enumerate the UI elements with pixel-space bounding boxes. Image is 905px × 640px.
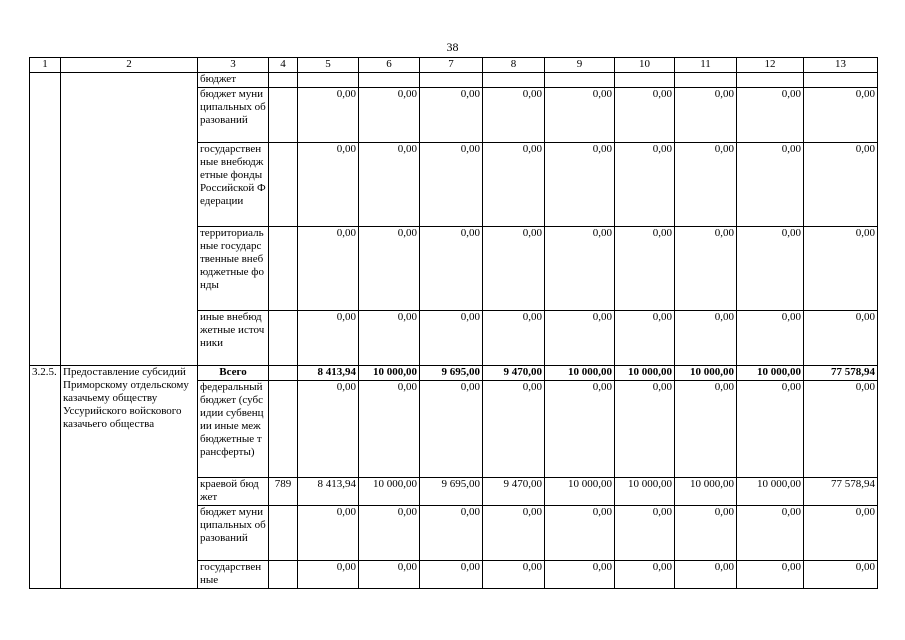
- value-cell: 0,00: [420, 143, 483, 227]
- total-label: Всего: [198, 366, 269, 381]
- column-header: 10: [615, 58, 675, 73]
- page-number: 38: [446, 40, 459, 54]
- value-cell: 0,00: [737, 143, 804, 227]
- value-cell: 0,00: [483, 561, 545, 589]
- funding-source-cell: бюджет муниципальных образований: [198, 88, 269, 143]
- value-cell: 0,00: [545, 561, 615, 589]
- value-cell: 0,00: [675, 381, 737, 478]
- value-cell: 10 000,00: [675, 478, 737, 506]
- column-header: 9: [545, 58, 615, 73]
- value-cell: 0,00: [483, 143, 545, 227]
- column-header: 5: [298, 58, 359, 73]
- value-cell: 0,00: [804, 506, 878, 561]
- value-cell: 0,00: [804, 311, 878, 366]
- column-header: 8: [483, 58, 545, 73]
- funding-source-cell: государственные внебюджетные фонды Российской Федерации: [198, 143, 269, 227]
- funding-source-cell: краевой бюджет: [198, 478, 269, 506]
- column-header: 6: [359, 58, 420, 73]
- total-value: 8 413,94: [298, 366, 359, 381]
- value-cell: 0,00: [545, 381, 615, 478]
- value-cell: 0,00: [675, 561, 737, 589]
- value-cell: 9 470,00: [483, 478, 545, 506]
- empty-cell: [675, 73, 737, 88]
- value-cell: 0,00: [483, 311, 545, 366]
- value-cell: 0,00: [615, 561, 675, 589]
- value-cell: 0,00: [298, 88, 359, 143]
- value-cell: 0,00: [737, 311, 804, 366]
- value-cell: 0,00: [804, 143, 878, 227]
- value-cell: 77 578,94: [804, 478, 878, 506]
- value-cell: 0,00: [804, 561, 878, 589]
- total-value: 10 000,00: [737, 366, 804, 381]
- empty-cell: [483, 73, 545, 88]
- funding-source-cell: иные внебюджетные источники: [198, 311, 269, 366]
- column-header: 2: [61, 58, 198, 73]
- empty-cell: [545, 73, 615, 88]
- value-cell: 10 000,00: [615, 478, 675, 506]
- value-cell: 0,00: [545, 88, 615, 143]
- empty-cell: [269, 88, 298, 143]
- value-cell: 0,00: [359, 88, 420, 143]
- value-cell: 0,00: [615, 381, 675, 478]
- value-cell: 0,00: [615, 506, 675, 561]
- budget-table: [29, 57, 878, 589]
- value-cell: 0,00: [298, 143, 359, 227]
- column-header: 11: [675, 58, 737, 73]
- value-cell: 0,00: [359, 506, 420, 561]
- value-cell: 0,00: [615, 143, 675, 227]
- funding-source-cell: бюджет муниципальных образований: [198, 506, 269, 561]
- column-header: 4: [269, 58, 298, 73]
- value-cell: 0,00: [298, 381, 359, 478]
- value-cell: 0,00: [420, 227, 483, 311]
- value-cell: 0,00: [298, 561, 359, 589]
- value-cell: 0,00: [615, 311, 675, 366]
- value-cell: 0,00: [483, 227, 545, 311]
- value-cell: 0,00: [675, 143, 737, 227]
- item-number: 3.2.5.: [30, 366, 61, 589]
- column-header: 13: [804, 58, 878, 73]
- value-cell: 0,00: [545, 506, 615, 561]
- empty-cell: [298, 73, 359, 88]
- funding-source-cell: бюджет: [198, 73, 269, 88]
- value-cell: 0,00: [545, 143, 615, 227]
- total-value: 10 000,00: [675, 366, 737, 381]
- value-cell: 0,00: [298, 227, 359, 311]
- value-cell: 9 695,00: [420, 478, 483, 506]
- value-cell: 0,00: [420, 311, 483, 366]
- empty-cell: [269, 311, 298, 366]
- value-cell: 0,00: [737, 561, 804, 589]
- total-value: 10 000,00: [615, 366, 675, 381]
- column-header: 7: [420, 58, 483, 73]
- value-cell: 0,00: [298, 506, 359, 561]
- value-cell: 0,00: [737, 506, 804, 561]
- empty-cell: [61, 73, 198, 366]
- code-cell: [269, 381, 298, 478]
- value-cell: 0,00: [483, 381, 545, 478]
- column-header: 12: [737, 58, 804, 73]
- value-cell: 0,00: [675, 227, 737, 311]
- value-cell: 0,00: [804, 381, 878, 478]
- value-cell: 0,00: [359, 143, 420, 227]
- value-cell: 0,00: [545, 311, 615, 366]
- total-value: 10 000,00: [359, 366, 420, 381]
- value-cell: 0,00: [675, 88, 737, 143]
- table-row: [30, 73, 878, 88]
- empty-cell: [269, 227, 298, 311]
- empty-cell: [615, 73, 675, 88]
- value-cell: 0,00: [675, 311, 737, 366]
- value-cell: 0,00: [615, 227, 675, 311]
- empty-cell: [804, 73, 878, 88]
- value-cell: 0,00: [675, 506, 737, 561]
- empty-cell: [269, 366, 298, 381]
- value-cell: 0,00: [359, 561, 420, 589]
- value-cell: 0,00: [420, 88, 483, 143]
- item-title: Предоставление субсидий Приморскому отдельскому казачьему обществу Уссурийского войскового казачьего общества: [61, 366, 198, 589]
- funding-source-cell: государственные: [198, 561, 269, 589]
- value-cell: 0,00: [359, 227, 420, 311]
- total-value: 9 470,00: [483, 366, 545, 381]
- total-row: [30, 366, 878, 381]
- column-header: 3: [198, 58, 269, 73]
- empty-cell: [269, 73, 298, 88]
- value-cell: 0,00: [359, 381, 420, 478]
- column-header: 1: [30, 58, 61, 73]
- funding-source-cell: федеральный бюджет (субсидии субвенции иные межбюджетные трансферты): [198, 381, 269, 478]
- funding-source-cell: территориальные государственные внебюджетные фонды: [198, 227, 269, 311]
- value-cell: 0,00: [298, 311, 359, 366]
- empty-cell: [30, 73, 61, 366]
- value-cell: 0,00: [420, 506, 483, 561]
- total-value: 9 695,00: [420, 366, 483, 381]
- empty-cell: [269, 143, 298, 227]
- value-cell: 0,00: [545, 227, 615, 311]
- value-cell: 0,00: [737, 88, 804, 143]
- code-cell: [269, 561, 298, 589]
- empty-cell: [420, 73, 483, 88]
- value-cell: 0,00: [737, 227, 804, 311]
- empty-cell: [737, 73, 804, 88]
- value-cell: 0,00: [804, 88, 878, 143]
- total-value: 77 578,94: [804, 366, 878, 381]
- value-cell: 0,00: [359, 311, 420, 366]
- code-cell: [269, 506, 298, 561]
- value-cell: 10 000,00: [737, 478, 804, 506]
- total-value: 10 000,00: [545, 366, 615, 381]
- value-cell: 10 000,00: [359, 478, 420, 506]
- code-cell: 789: [269, 478, 298, 506]
- value-cell: 0,00: [483, 506, 545, 561]
- value-cell: 0,00: [420, 561, 483, 589]
- value-cell: 0,00: [483, 88, 545, 143]
- empty-cell: [359, 73, 420, 88]
- value-cell: 0,00: [737, 381, 804, 478]
- value-cell: 8 413,94: [298, 478, 359, 506]
- value-cell: 0,00: [420, 381, 483, 478]
- value-cell: 10 000,00: [545, 478, 615, 506]
- value-cell: 0,00: [804, 227, 878, 311]
- column-number-row: [30, 58, 878, 73]
- value-cell: 0,00: [615, 88, 675, 143]
